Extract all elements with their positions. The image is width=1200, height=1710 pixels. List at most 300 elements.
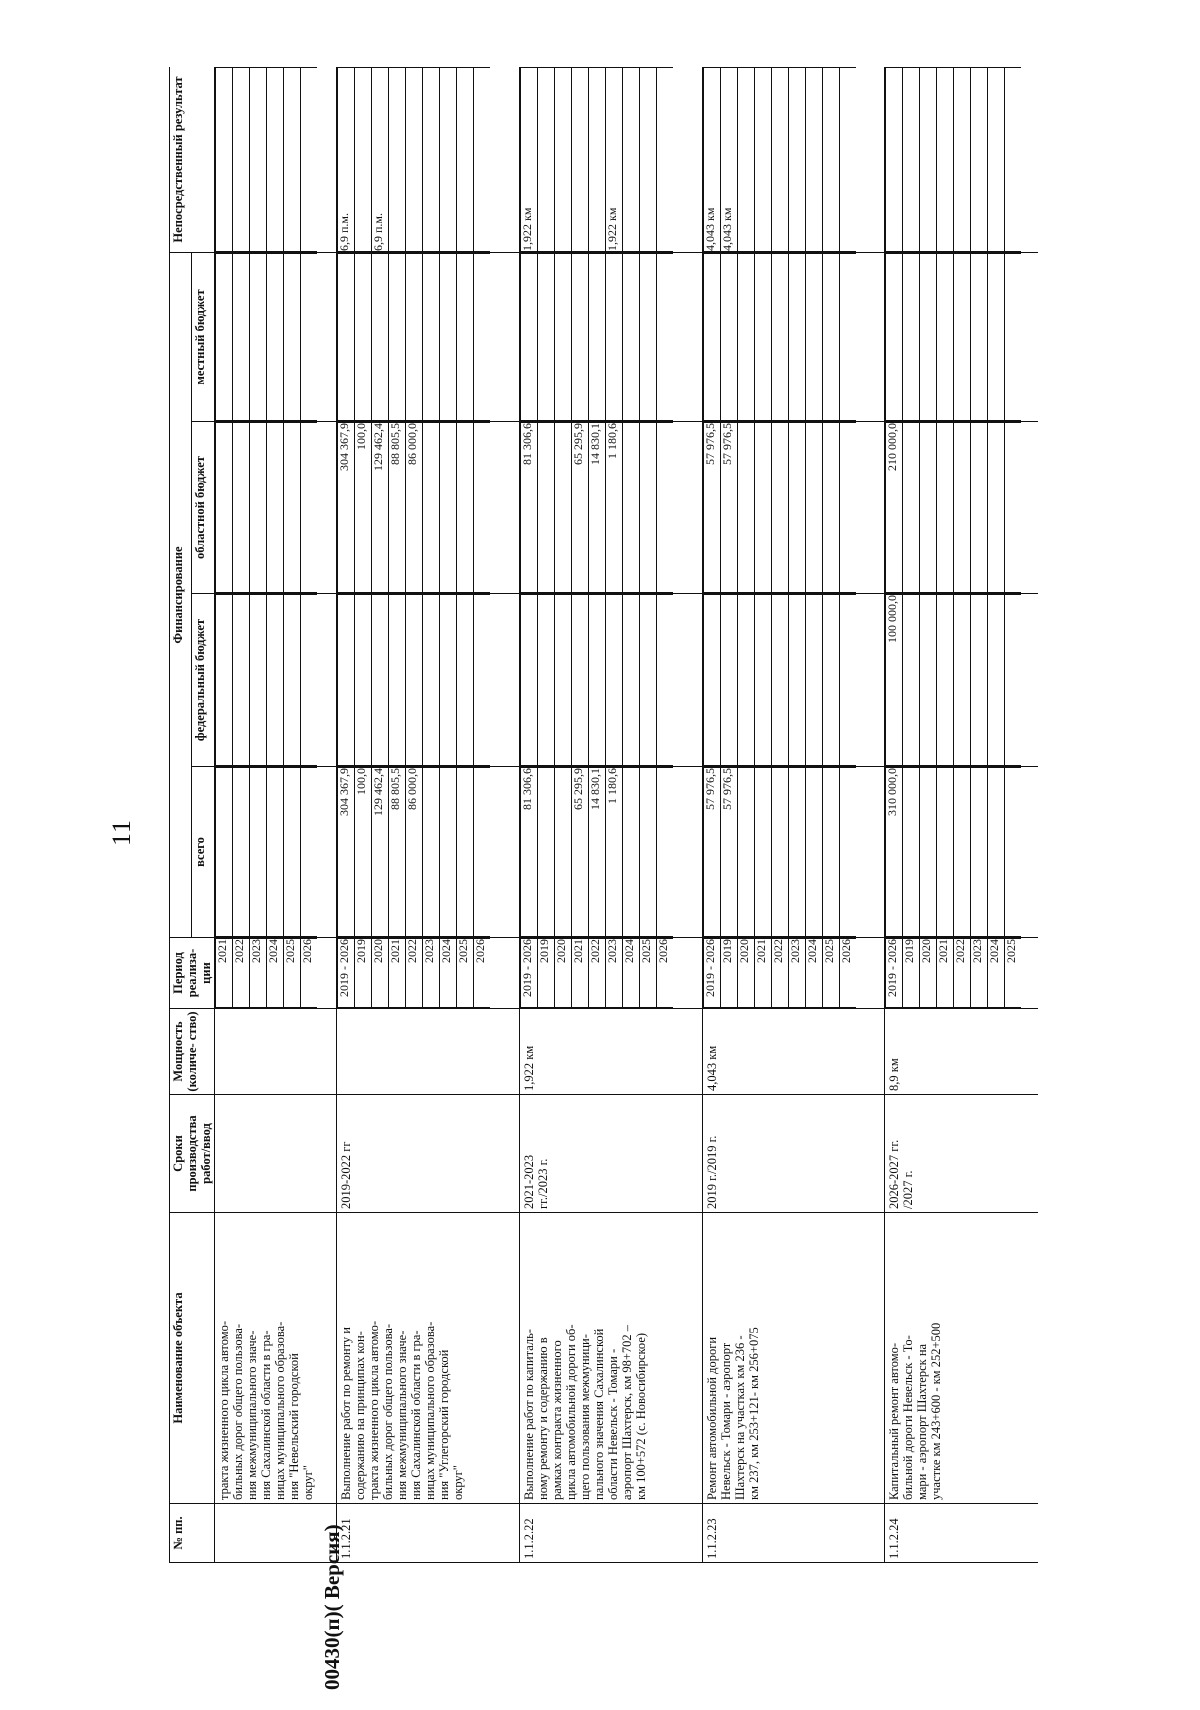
- year-row: [822, 768, 839, 937]
- year-row: [937, 68, 954, 252]
- year-row: [754, 939, 771, 1008]
- year-row: [406, 768, 423, 937]
- year-row: [267, 254, 284, 421]
- year-row: [737, 68, 754, 252]
- table-row: [519, 67, 702, 1563]
- year-row: [771, 939, 788, 1008]
- cell-period: 2020: [372, 939, 389, 1008]
- table-row: [337, 67, 520, 1563]
- year-row: [216, 939, 233, 1008]
- year-row: [389, 939, 406, 1008]
- year-row: [554, 768, 571, 937]
- year-row: [250, 595, 267, 766]
- cell-result: [571, 68, 588, 252]
- year-row: [737, 423, 754, 593]
- year-row: [903, 254, 920, 421]
- year-row: [457, 423, 474, 593]
- cell-federal: [457, 595, 474, 766]
- cell-local: [537, 254, 554, 421]
- header-federal: федеральный бюджет: [191, 594, 214, 767]
- cell-federal: [622, 595, 639, 766]
- cell-total: 86 000,0: [406, 768, 423, 937]
- cell-total: [554, 768, 571, 937]
- cell-local: [216, 254, 233, 421]
- cell-local: [937, 254, 954, 421]
- year-row: [406, 939, 423, 1008]
- year-row: [971, 939, 988, 1008]
- cell-period: 2022: [588, 939, 605, 1008]
- object-name: [337, 1213, 520, 1504]
- cell-federal: [639, 595, 656, 766]
- year-row: [216, 423, 233, 593]
- year-row: [822, 68, 839, 252]
- year-row: [355, 768, 372, 937]
- col-total: [702, 767, 885, 938]
- cell-local: [372, 254, 389, 421]
- year-row: [886, 423, 903, 593]
- cell-federal: [537, 595, 554, 766]
- year-row: [954, 68, 971, 252]
- cell-federal: [903, 595, 920, 766]
- year-row: [372, 68, 389, 252]
- col-federal: [215, 594, 337, 767]
- cell-result: [406, 68, 423, 252]
- col-total: [519, 767, 702, 938]
- year-row: [839, 68, 856, 252]
- year-row: [954, 768, 971, 937]
- col-regional: [702, 422, 885, 594]
- year-row: [1005, 254, 1022, 421]
- year-row: [903, 939, 920, 1008]
- year-row: [423, 68, 440, 252]
- cell-federal: [656, 595, 673, 766]
- cell-federal: [588, 595, 605, 766]
- col-result: [337, 67, 520, 253]
- year-row: [703, 68, 720, 252]
- cell-period: 2024: [622, 939, 639, 1008]
- cell-federal: [805, 595, 822, 766]
- col-total: [337, 767, 520, 938]
- cell-period: 2019 - 2026: [338, 939, 355, 1008]
- year-row: [703, 423, 720, 593]
- row-number: [337, 1504, 520, 1563]
- cell-federal: [937, 595, 954, 766]
- row-number: [215, 1504, 337, 1563]
- work-terms: [519, 1095, 702, 1213]
- year-row: [267, 595, 284, 766]
- cell-federal: [720, 595, 737, 766]
- year-row: [937, 423, 954, 593]
- year-row: [920, 68, 937, 252]
- year-row: [720, 423, 737, 593]
- year-row: [520, 254, 537, 421]
- work-terms-text: 2019 г./2019 г.: [704, 1135, 719, 1209]
- cell-result: 4,043 км: [703, 68, 720, 252]
- cell-result: [267, 68, 284, 252]
- cell-regional: [440, 423, 457, 593]
- work-terms-text: [215, 1095, 219, 1212]
- cell-total: [457, 768, 474, 937]
- year-row: [622, 68, 639, 252]
- col-period: [215, 938, 337, 1009]
- cell-regional: [822, 423, 839, 593]
- cell-period: 2022: [771, 939, 788, 1008]
- cell-period: 2026: [301, 939, 318, 1008]
- cell-total: [805, 768, 822, 937]
- year-breakdown: [703, 253, 856, 421]
- year-row: [805, 595, 822, 766]
- col-period: [885, 938, 1038, 1009]
- cell-result: [233, 68, 250, 252]
- cell-total: [233, 768, 250, 937]
- cell-regional: [771, 423, 788, 593]
- cell-period: 2020: [920, 939, 937, 1008]
- cell-total: [754, 768, 771, 937]
- cell-federal: [406, 595, 423, 766]
- year-row: [971, 68, 988, 252]
- year-row: [474, 939, 491, 1008]
- year-row: [250, 68, 267, 252]
- year-row: [639, 768, 656, 937]
- year-row: [737, 254, 754, 421]
- cell-period: 2023: [605, 939, 622, 1008]
- year-row: [954, 423, 971, 593]
- year-row: [372, 939, 389, 1008]
- year-row: [284, 254, 301, 421]
- cell-result: [1005, 68, 1022, 252]
- year-breakdown: [520, 422, 673, 593]
- year-row: [372, 254, 389, 421]
- cell-period: 2019 - 2026: [886, 939, 903, 1008]
- cell-regional: [639, 423, 656, 593]
- year-row: [216, 595, 233, 766]
- year-row: [520, 595, 537, 766]
- year-row: [937, 254, 954, 421]
- year-row: [920, 423, 937, 593]
- year-row: [423, 423, 440, 593]
- year-row: [1005, 423, 1022, 593]
- year-row: [754, 68, 771, 252]
- year-row: [355, 68, 372, 252]
- work-terms-text: 2026-2027 гг. /2027 г.: [887, 1139, 916, 1209]
- col-period: [702, 938, 885, 1009]
- year-row: [267, 939, 284, 1008]
- year-row: [554, 254, 571, 421]
- cell-result: [216, 68, 233, 252]
- col-result: [885, 67, 1038, 253]
- cell-result: [474, 68, 491, 252]
- year-row: [301, 423, 318, 593]
- year-row: [886, 768, 903, 937]
- cell-period: 2026: [656, 939, 673, 1008]
- cell-period: 2024: [805, 939, 822, 1008]
- cell-result: 1,922 км: [605, 68, 622, 252]
- cell-regional: 86 000,0: [406, 423, 423, 593]
- cell-federal: [216, 595, 233, 766]
- year-breakdown: [215, 67, 317, 252]
- year-row: [771, 423, 788, 593]
- year-breakdown: [885, 938, 1021, 1008]
- capacity-text: [337, 1009, 341, 1094]
- year-row: [639, 595, 656, 766]
- cell-period: 2020: [554, 939, 571, 1008]
- cell-total: [839, 768, 856, 937]
- year-row: [588, 68, 605, 252]
- cell-federal: [355, 595, 372, 766]
- cell-federal: [605, 595, 622, 766]
- year-row: [537, 254, 554, 421]
- cell-total: 129 462,4: [372, 768, 389, 937]
- cell-total: [903, 768, 920, 937]
- year-row: [588, 423, 605, 593]
- cell-federal: [301, 595, 318, 766]
- cell-total: [920, 768, 937, 937]
- year-row: [554, 939, 571, 1008]
- cell-regional: 81 306,6: [520, 423, 537, 593]
- cell-period: 2019: [537, 939, 554, 1008]
- cell-local: [954, 254, 971, 421]
- cell-period: 2022: [954, 939, 971, 1008]
- cell-regional: 1 180,6: [605, 423, 622, 593]
- year-row: [886, 939, 903, 1008]
- year-breakdown: [215, 594, 317, 766]
- header-total: всего: [191, 767, 214, 938]
- cell-local: [389, 254, 406, 421]
- year-row: [920, 939, 937, 1008]
- year-row: [520, 423, 537, 593]
- work-terms: [337, 1095, 520, 1213]
- year-breakdown: [520, 594, 673, 766]
- cell-regional: [423, 423, 440, 593]
- cell-period: 2021: [389, 939, 406, 1008]
- year-breakdown: [337, 422, 490, 593]
- year-row: [284, 768, 301, 937]
- row-number-text: 1.1.2.23: [704, 1518, 719, 1559]
- work-terms: [702, 1095, 885, 1213]
- cell-result: [457, 68, 474, 252]
- year-row: [720, 254, 737, 421]
- year-row: [605, 68, 622, 252]
- cell-federal: [988, 595, 1005, 766]
- cell-regional: [457, 423, 474, 593]
- work-terms: [215, 1095, 337, 1213]
- cell-local: [588, 254, 605, 421]
- cell-total: [822, 768, 839, 937]
- year-row: [656, 423, 673, 593]
- year-row: [937, 939, 954, 1008]
- col-regional: [519, 422, 702, 594]
- cell-result: [886, 68, 903, 252]
- year-row: [656, 768, 673, 937]
- cell-federal: [703, 595, 720, 766]
- year-breakdown: [703, 767, 856, 937]
- year-breakdown: [215, 938, 317, 1008]
- cell-total: [656, 768, 673, 937]
- year-row: [537, 768, 554, 937]
- year-breakdown: [215, 253, 317, 421]
- year-breakdown: [520, 253, 673, 421]
- cell-total: [639, 768, 656, 937]
- year-row: [474, 254, 491, 421]
- year-row: [233, 595, 250, 766]
- year-row: [389, 254, 406, 421]
- year-row: [284, 595, 301, 766]
- year-row: [937, 768, 954, 937]
- year-row: [737, 595, 754, 766]
- year-row: [588, 254, 605, 421]
- capacity: [702, 1009, 885, 1095]
- cell-period: 2022: [406, 939, 423, 1008]
- work-terms: [885, 1095, 1038, 1213]
- cell-local: [284, 254, 301, 421]
- year-row: [903, 68, 920, 252]
- cell-federal: [737, 595, 754, 766]
- cell-regional: [737, 423, 754, 593]
- cell-result: [423, 68, 440, 252]
- year-row: [656, 254, 673, 421]
- cell-result: [389, 68, 406, 252]
- cell-regional: [839, 423, 856, 593]
- cell-federal: 100 000,0: [886, 595, 903, 766]
- rotated-table-container: [169, 67, 1038, 1563]
- year-row: [903, 768, 920, 937]
- cell-period: 2023: [788, 939, 805, 1008]
- year-row: [754, 595, 771, 766]
- cell-period: 2025: [457, 939, 474, 1008]
- year-row: [216, 254, 233, 421]
- cell-local: [457, 254, 474, 421]
- cell-result: [771, 68, 788, 252]
- year-row: [571, 595, 588, 766]
- cell-result: [656, 68, 673, 252]
- year-row: [839, 423, 856, 593]
- col-period: [519, 938, 702, 1009]
- cell-result: [937, 68, 954, 252]
- cell-result: 1,922 км: [520, 68, 537, 252]
- year-row: [703, 595, 720, 766]
- row-number: [702, 1504, 885, 1563]
- cell-regional: [920, 423, 937, 593]
- cell-period: 2025: [822, 939, 839, 1008]
- year-row: [788, 768, 805, 937]
- capacity: [215, 1009, 337, 1095]
- row-number: [885, 1504, 1038, 1563]
- year-row: [605, 423, 622, 593]
- cell-period: 2023: [423, 939, 440, 1008]
- cell-period: 2024: [988, 939, 1005, 1008]
- cell-total: [937, 768, 954, 937]
- year-breakdown: [215, 767, 317, 937]
- col-total: [885, 767, 1038, 938]
- year-row: [284, 68, 301, 252]
- year-breakdown: [337, 67, 490, 252]
- year-row: [372, 768, 389, 937]
- cell-result: [737, 68, 754, 252]
- row-number-text: [215, 1504, 219, 1562]
- cell-federal: [571, 595, 588, 766]
- cell-federal: [1005, 595, 1022, 766]
- cell-local: [267, 254, 284, 421]
- cell-local: [301, 254, 318, 421]
- cell-total: [1005, 768, 1022, 937]
- year-row: [440, 423, 457, 593]
- year-row: [788, 423, 805, 593]
- cell-total: [301, 768, 318, 937]
- capacity: [885, 1009, 1038, 1095]
- cell-result: [440, 68, 457, 252]
- cell-regional: 129 462,4: [372, 423, 389, 593]
- cell-federal: [389, 595, 406, 766]
- cell-local: [805, 254, 822, 421]
- cell-period: 2024: [440, 939, 457, 1008]
- cell-local: [423, 254, 440, 421]
- cell-regional: 100,0: [355, 423, 372, 593]
- year-row: [554, 595, 571, 766]
- year-row: [839, 939, 856, 1008]
- year-row: [474, 68, 491, 252]
- year-row: [554, 423, 571, 593]
- year-row: [605, 254, 622, 421]
- year-row: [537, 939, 554, 1008]
- object-name-text: Выполнение работ по капиталь- ному ремонту и содержанию в рамках контракта жизненного цикла автомобильной дороги об- щего пользования межмуници- пального значения Сахалинской области Невельск - Томари - аэропорт Шахтерск, км 98+702 – км 100+572 (с. Новосибирское): [521, 1324, 648, 1500]
- cell-local: [233, 254, 250, 421]
- cell-total: 57 976,5: [720, 768, 737, 937]
- cell-local: [988, 254, 1005, 421]
- work-terms-text: 2021-2023 гг./2023 г.: [521, 1154, 550, 1209]
- cell-total: 65 295,9: [571, 768, 588, 937]
- cell-period: 2019: [720, 939, 737, 1008]
- cell-federal: [520, 595, 537, 766]
- year-row: [903, 595, 920, 766]
- cell-federal: [372, 595, 389, 766]
- year-row: [571, 68, 588, 252]
- year-breakdown: [703, 938, 856, 1008]
- year-row: [1005, 595, 1022, 766]
- year-row: [233, 768, 250, 937]
- year-row: [301, 768, 318, 937]
- cell-regional: 304 367,9: [338, 423, 355, 593]
- cell-total: 81 306,6: [520, 768, 537, 937]
- year-row: [338, 595, 355, 766]
- year-row: [571, 768, 588, 937]
- year-row: [284, 423, 301, 593]
- cell-total: [737, 768, 754, 937]
- cell-period: 2022: [233, 939, 250, 1008]
- cell-period: 2019 - 2026: [703, 939, 720, 1008]
- year-row: [474, 768, 491, 937]
- cell-period: 2026: [474, 939, 491, 1008]
- cell-regional: [788, 423, 805, 593]
- header-num: № пп.: [170, 1504, 215, 1563]
- cell-local: [639, 254, 656, 421]
- year-row: [703, 939, 720, 1008]
- year-row: [440, 254, 457, 421]
- year-row: [622, 768, 639, 937]
- cell-result: [639, 68, 656, 252]
- year-row: [520, 768, 537, 937]
- year-row: [971, 423, 988, 593]
- cell-regional: [1005, 423, 1022, 593]
- year-row: [988, 939, 1005, 1008]
- col-federal: [337, 594, 520, 767]
- year-row: [474, 595, 491, 766]
- cell-local: [355, 254, 372, 421]
- year-row: [301, 68, 318, 252]
- cell-total: [284, 768, 301, 937]
- year-breakdown: [337, 253, 490, 421]
- cell-period: 2021: [216, 939, 233, 1008]
- cell-total: [622, 768, 639, 937]
